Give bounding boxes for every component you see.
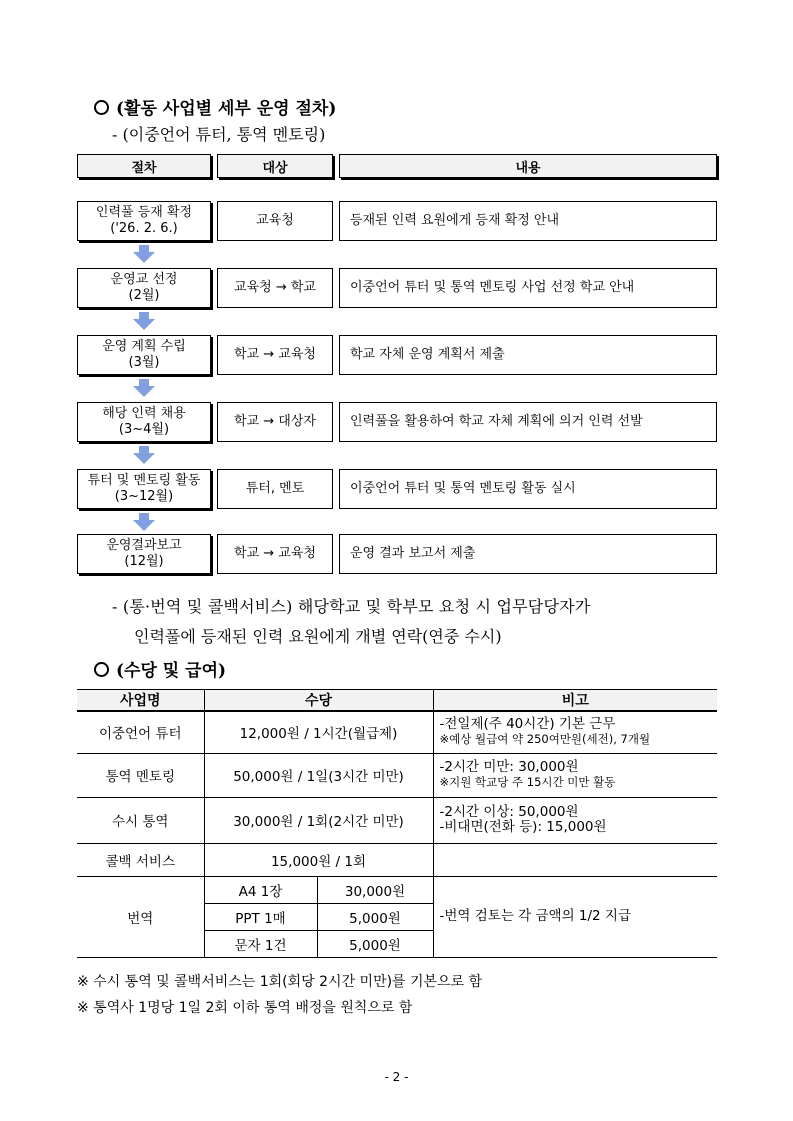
allowance-value: 12,000원 / 1시간(월급제): [204, 711, 433, 753]
remarks-cell: [433, 797, 717, 843]
allowance-value: 50,000원 / 1일(3시간 미만): [204, 753, 433, 797]
table-row: [77, 753, 717, 797]
remark-line: -2시간 미만: 30,000원: [439, 759, 579, 775]
down-arrow-icon: [133, 379, 155, 397]
header-allowance: 수당: [204, 690, 433, 712]
flow-target-box: 학교 → 교육청: [217, 534, 333, 574]
allowance-value: 15,000원 / 1회: [204, 843, 433, 876]
translation-unit: A4 1장: [204, 876, 317, 903]
flow-step-box: [77, 402, 211, 442]
translation-price: 5,000원: [317, 930, 433, 957]
remark-line: ※지원 학교당 주 15시간 미만 활동: [439, 775, 616, 789]
circle-bullet-icon: [94, 662, 109, 677]
flow-step-title: 운영 계획 수립: [102, 339, 186, 354]
remarks-cell: [433, 711, 717, 753]
flow-step-date: ('26. 2. 6.): [110, 221, 178, 236]
flow-header-step: 절차: [77, 154, 211, 178]
flow-step-box: [77, 335, 211, 375]
circle-bullet-icon: [94, 100, 109, 115]
flow-step-date: (3~4월): [118, 422, 170, 437]
header-remarks: 비고: [433, 690, 717, 712]
table-row: [77, 797, 717, 843]
flow-header-content: 내용: [339, 154, 717, 178]
flow-target-box: 튜터, 멘토: [217, 469, 333, 509]
header-project: 사업명: [77, 690, 204, 712]
down-arrow-icon: [133, 513, 155, 531]
flow-step-date: (2월): [128, 288, 160, 303]
footnote: ※ 통역사 1명당 1일 2회 이하 통역 배정을 원칙으로 함: [77, 1000, 413, 1016]
flow-step-title: 운영결과보고: [106, 538, 182, 553]
flow-content-box: 학교 자체 운영 계획서 제출: [339, 335, 717, 375]
pay-table: [77, 689, 717, 958]
flow-step-box: [77, 469, 211, 509]
flow-step-title: 해당 인력 채용: [102, 406, 186, 421]
flow-step-title: 운영교 선정: [110, 272, 178, 287]
remarks-cell: -번역 검토는 각 금액의 1/2 지급: [433, 876, 717, 957]
footnote: ※ 수시 통역 및 콜백서비스는 1회(회당 2시간 미만)를 기본으로 함: [77, 974, 483, 990]
flow-content-box: 운영 결과 보고서 제출: [339, 534, 717, 574]
translation-unit: 문자 1건: [204, 930, 317, 957]
remark-line: ※예상 월급여 약 250여만원(세전), 7개월: [439, 732, 651, 747]
remarks-cell: [433, 753, 717, 797]
interpretation-note-line1: - (통·번역 및 콜백서비스) 해당학교 및 학부모 요청 시 업무담당자가: [112, 597, 591, 616]
translation-price: 5,000원: [317, 903, 433, 930]
flow-step-box: [77, 534, 211, 574]
table-header-row: [77, 690, 717, 712]
section-heading-procedure: (활동 사업별 세부 운영 절차): [94, 94, 336, 119]
flow-target-box: 교육청: [217, 201, 333, 241]
down-arrow-icon: [133, 245, 155, 263]
flow-step-title: 인력풀 등재 확정: [95, 205, 193, 220]
interpretation-note-line2: 인력풀에 등재된 인력 요원에게 개별 연락(연중 수시): [134, 627, 502, 646]
project-name: 수시 통역: [77, 797, 204, 843]
table-row: [77, 876, 717, 903]
project-name: 번역: [77, 876, 204, 957]
down-arrow-icon: [133, 446, 155, 464]
flow-target-box: 학교 → 교육청: [217, 335, 333, 375]
flow-content-box: 이중언어 튜터 및 통역 멘토링 사업 선정 학교 안내: [339, 268, 717, 308]
flow-step-date: (3월): [128, 355, 160, 370]
table-row: [77, 843, 717, 876]
flow-step-date: (12월): [124, 554, 164, 569]
translation-unit: PPT 1매: [204, 903, 317, 930]
page-number: - 2 -: [384, 1070, 409, 1084]
project-name: 콜백 서비스: [77, 843, 204, 876]
flow-step-box: [77, 201, 211, 241]
allowance-value: 30,000원 / 1회(2시간 미만): [204, 797, 433, 843]
flow-content-box: 등재된 인력 요원에게 등재 확정 안내: [339, 201, 717, 241]
remark-line: -전일제(주 40시간) 기본 근무: [439, 716, 616, 733]
flow-header-target: 대상: [217, 154, 333, 178]
flow-step-title: 튜터 및 멘토링 활동: [87, 473, 201, 488]
flow-step-box: [77, 268, 211, 308]
section-heading-pay: (수당 및 급여): [94, 656, 226, 681]
down-arrow-icon: [133, 312, 155, 330]
remarks-cell: [433, 843, 717, 876]
flow-target-box: 학교 → 대상자: [217, 402, 333, 442]
remark-line: -비대면(전화 등): 15,000원: [439, 819, 607, 835]
table-row: [77, 711, 717, 753]
section-subheading: - (이중언어 튜터, 통역 멘토링): [112, 125, 326, 144]
translation-price: 30,000원: [317, 876, 433, 903]
flow-content-box: 이중언어 튜터 및 통역 멘토링 활동 실시: [339, 469, 717, 509]
project-name: 이중언어 튜터: [77, 711, 204, 753]
flow-step-date: (3~12월): [114, 489, 174, 504]
remark-line: -2시간 이상: 50,000원: [439, 804, 579, 820]
flow-target-box: 교육청 → 학교: [217, 268, 333, 308]
project-name: 통역 멘토링: [77, 753, 204, 797]
flow-content-box: 인력풀을 활용하여 학교 자체 계획에 의거 인력 선발: [339, 402, 717, 442]
